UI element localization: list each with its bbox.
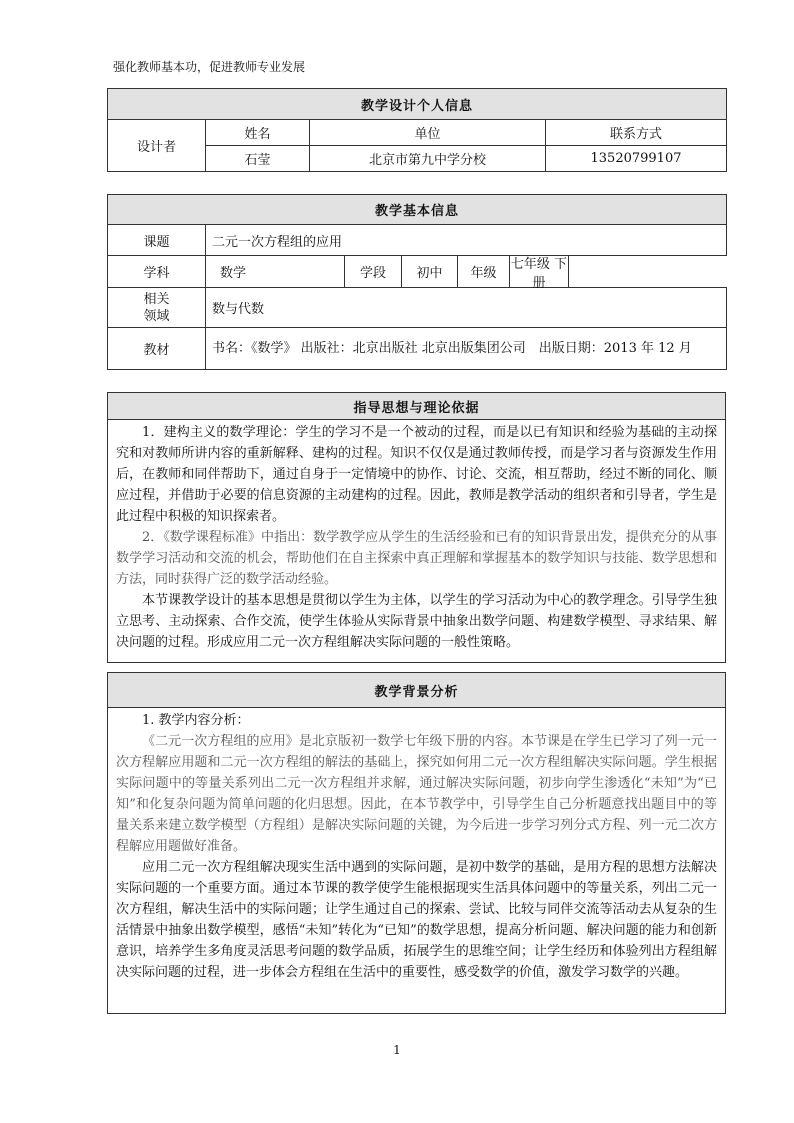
guide-section-body	[108, 420, 726, 663]
guide-section-title: 指导思想与理论依据	[108, 393, 726, 420]
background-paragraph-3: 应用二元一次方程组解决现实生活中遇到的实际问题，是初中数学的基础，是用方程的思想方法解决实际问题的一个重要方面。通过本节课的教学使学生能根据现实生活具体问题中的等量关系，列出二元一次方程组，解决生活中的实际问题；让学生通过自己的探索、尝试、比较与同伴交流等活动去从复杂的生活情景中抽象出数学模型，感悟“未知”转化为“已知”的数学思想，提高分析问题、解决问题的能力和创新意识，培养学生多角度灵活思考问题的数学品质，拓展学生的思维空间；让学生经历和体验列出方程组解决实际问题的过程，进一步体会方程组在生活中的重要性，感受数学的价值，激发学习数学的兴趣。	[116, 860, 717, 980]
background-paragraph-1: 1. 教学内容分析：	[142, 713, 250, 728]
designer-info-table	[107, 88, 727, 172]
grade-label: 年级	[458, 256, 510, 287]
basic-info-table	[107, 194, 727, 370]
field-label	[108, 288, 206, 328]
name-header: 姓名	[206, 120, 310, 146]
unit-header: 单位	[310, 120, 546, 146]
designer-unit: 北京市第九中学分校	[310, 146, 546, 172]
field-label-line2: 领域	[143, 308, 170, 324]
background-paragraph-2: 《二元一次方程组的应用》是北京版初一数学七年级下册的内容。本节课是在学生已学习了列一元一次方程解应用题和二元一次方程组的解法的基础上，探究如何用二元一次方程组解决实际问题。学生根据实际问题中的等量关系列出二元一次方程组并求解，通过解决实际问题，初步向学生渗透化“未知”为“已知”和化复杂问题为简单问题的化归思想。因此，在本节教学中，引导学生自己分析题意找出题目中的等量关系来建立数学模型（方程组）是解决实际问题的关键，为今后进一步学习列分式方程、列一元二次方程解应用题做好准备。	[116, 734, 717, 854]
stage-label: 学段	[345, 256, 402, 288]
subject-label: 学科	[108, 256, 206, 288]
contact-header: 联系方式	[546, 120, 727, 146]
guide-paragraph-1: 1．建构主义的数学理论：学生的学习不是一个被动的过程，而是以已有知识和经验为基础的主动探究和对教师所讲内容的重新解释、建构的过程。知识不仅仅是通过教师传授，而是学习者与资源发生作用后，在教师和同伴帮助下，通过自身于一定情境中的协作、讨论、交流，相互帮助，经过不断的同化、顺应过程，并借助于必要的信息资源的主动建构的过程。因此，教师是教学活动的组织者和引导者，学生是此过程中积极的知识探索者。	[116, 425, 717, 524]
stage-value-cell	[402, 256, 458, 288]
topic-value: 二元一次方程组的应用	[206, 225, 727, 256]
grade-value: 七年级 下册	[510, 256, 568, 291]
designer-table-title: 教学设计个人信息	[108, 89, 727, 120]
page-number: 1	[393, 1043, 401, 1057]
guide-section-table	[107, 392, 726, 663]
topic-label: 课题	[108, 225, 206, 256]
field-label-line1: 相关	[143, 291, 170, 307]
guide-paragraph-3: 本节课教学设计的基本思想是贯彻以学生为主体，以学生的学习活动为中心的教学理念。引导学生独立思考、主动探索、合作交流，使学生体验从实际背景中抽象出数学问题、构建数学模型、寻求结果、解决问题的过程。形成应用二元一次方程组解决实际问题的一般性策略。	[116, 593, 717, 650]
designer-name: 石莹	[206, 146, 310, 172]
textbook-value: 书名：《数学》 出版社：北京出版社 北京出版集团公司 出版日期：2013 年 12 月	[206, 328, 727, 370]
background-section-title: 教学背景分析	[108, 673, 726, 708]
header-note: 强化教师基本功，促进教师专业发展	[113, 60, 306, 74]
field-value: 数与代数	[206, 288, 727, 328]
grade-cell	[458, 256, 569, 291]
textbook-label: 教材	[108, 328, 206, 370]
subject-value: 数学	[206, 256, 345, 288]
designer-contact: 13520799107	[546, 146, 727, 172]
background-section-body	[108, 708, 726, 1014]
guide-paragraph-2: 2．《数学课程标准》中指出：数学教学应从学生的生活经验和已有的知识背景出发，提供充分的从事数学学习活动和交流的机会，帮助他们在自主探索中真正理解和掌握基本的数学知识与技能、数学思想和方法，同时获得广泛的数学活动经验。	[116, 530, 717, 587]
background-section-table	[107, 672, 726, 1014]
stage-value-text: 初中	[416, 266, 443, 281]
designer-label: 设计者	[108, 120, 206, 172]
basic-table-title: 教学基本信息	[108, 195, 727, 225]
